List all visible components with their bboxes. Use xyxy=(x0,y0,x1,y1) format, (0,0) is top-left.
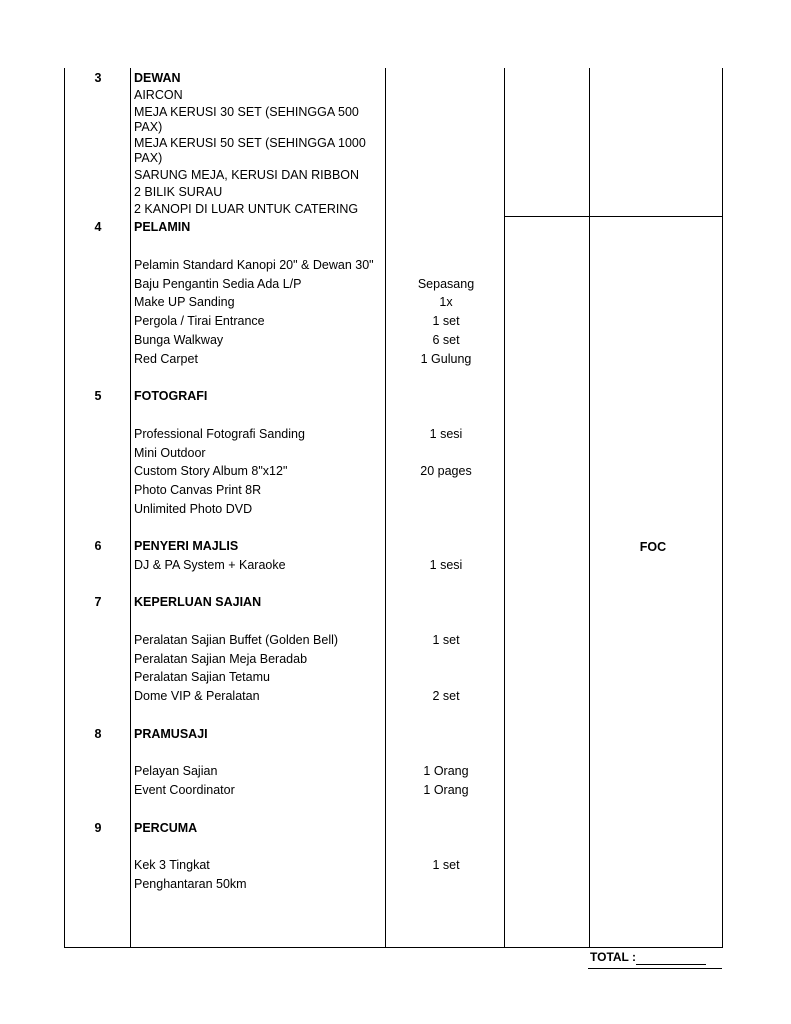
item-qty: 1 set xyxy=(432,314,460,328)
section-number: 3 xyxy=(94,71,102,85)
item-label: MEJA KERUSI 50 SET (SEHINGGA 1000 xyxy=(134,136,366,150)
item-qty: 1 sesi xyxy=(429,427,463,441)
item-label: Pergola / Tirai Entrance xyxy=(134,314,265,328)
item-label: Custom Story Album 8"x12" xyxy=(134,464,288,478)
item-label: DJ & PA System + Karaoke xyxy=(134,558,286,572)
item-label: Mini Outdoor xyxy=(134,446,206,460)
table-divider-number xyxy=(130,68,131,948)
total-blank xyxy=(636,952,706,965)
item-qty: 1 Orang xyxy=(423,783,469,797)
item-label: Pelamin Standard Kanopi 20" & Dewan 30" xyxy=(134,258,374,272)
table-border-right xyxy=(722,68,723,948)
table-divider-price xyxy=(589,68,590,948)
item-label: MEJA KERUSI 30 SET (SEHINGGA 500 xyxy=(134,105,359,119)
section-title: PELAMIN xyxy=(134,220,191,234)
item-label: Bunga Walkway xyxy=(134,333,224,347)
item-label: Red Carpet xyxy=(134,352,198,366)
table-divider-qty xyxy=(504,68,505,948)
item-label: AIRCON xyxy=(134,88,183,102)
total-label: TOTAL : xyxy=(590,950,636,964)
item-label: Make UP Sanding xyxy=(134,295,235,309)
table-divider-item xyxy=(385,68,386,948)
item-label: Unlimited Photo DVD xyxy=(134,502,253,516)
item-qty: 1 set xyxy=(432,633,460,647)
item-qty: 1 Orang xyxy=(423,764,469,778)
item-label: 2 BILIK SURAU xyxy=(134,185,223,199)
item-label: 2 KANOPI DI LUAR UNTUK CATERING xyxy=(134,202,359,216)
section-number: 7 xyxy=(94,595,102,609)
item-label: Photo Canvas Print 8R xyxy=(134,483,262,497)
item-label: Event Coordinator xyxy=(134,783,235,797)
item-qty: 1 Gulung xyxy=(420,352,472,366)
item-qty: 1 sesi xyxy=(429,558,463,572)
item-qty: Sepasang xyxy=(417,277,475,291)
total-field xyxy=(590,949,722,965)
item-qty: 2 set xyxy=(432,689,460,703)
section-title: FOTOGRAFI xyxy=(134,389,208,403)
item-label: Penghantaran 50km xyxy=(134,877,247,891)
item-label: PAX) xyxy=(134,120,163,134)
table-border-bottom xyxy=(64,947,723,948)
row-divider-dewan xyxy=(504,216,723,217)
table-border-left xyxy=(64,68,65,948)
section-title: KEPERLUAN SAJIAN xyxy=(134,595,262,609)
item-label: Peralatan Sajian Tetamu xyxy=(134,670,270,684)
total-underline xyxy=(588,968,722,969)
section-title: DEWAN xyxy=(134,71,181,85)
section-number: 6 xyxy=(94,539,102,553)
item-label: PAX) xyxy=(134,151,163,165)
section-number: 8 xyxy=(94,727,102,741)
item-qty: 1 set xyxy=(432,858,460,872)
item-label: Professional Fotografi Sanding xyxy=(134,427,305,441)
section-number: 4 xyxy=(94,220,102,234)
item-label: Peralatan Sajian Buffet (Golden Bell) xyxy=(134,633,339,647)
item-label: Pelayan Sajian xyxy=(134,764,218,778)
item-label: SARUNG MEJA, KERUSI DAN RIBBON xyxy=(134,168,360,182)
item-label: Kek 3 Tingkat xyxy=(134,858,210,872)
item-qty: 1x xyxy=(439,295,453,309)
section-number: 9 xyxy=(94,821,102,835)
item-label: Baju Pengantin Sedia Ada L/P xyxy=(134,277,302,291)
section-number: 5 xyxy=(94,389,102,403)
section-title: PERCUMA xyxy=(134,821,198,835)
section-title: PRAMUSAJI xyxy=(134,727,208,741)
item-label: Dome VIP & Peralatan xyxy=(134,689,260,703)
item-label: Peralatan Sajian Meja Beradab xyxy=(134,652,308,666)
foc-label: FOC xyxy=(639,540,667,554)
item-qty: 6 set xyxy=(432,333,460,347)
section-title: PENYERI MAJLIS xyxy=(134,539,239,553)
item-qty: 20 pages xyxy=(420,464,472,478)
